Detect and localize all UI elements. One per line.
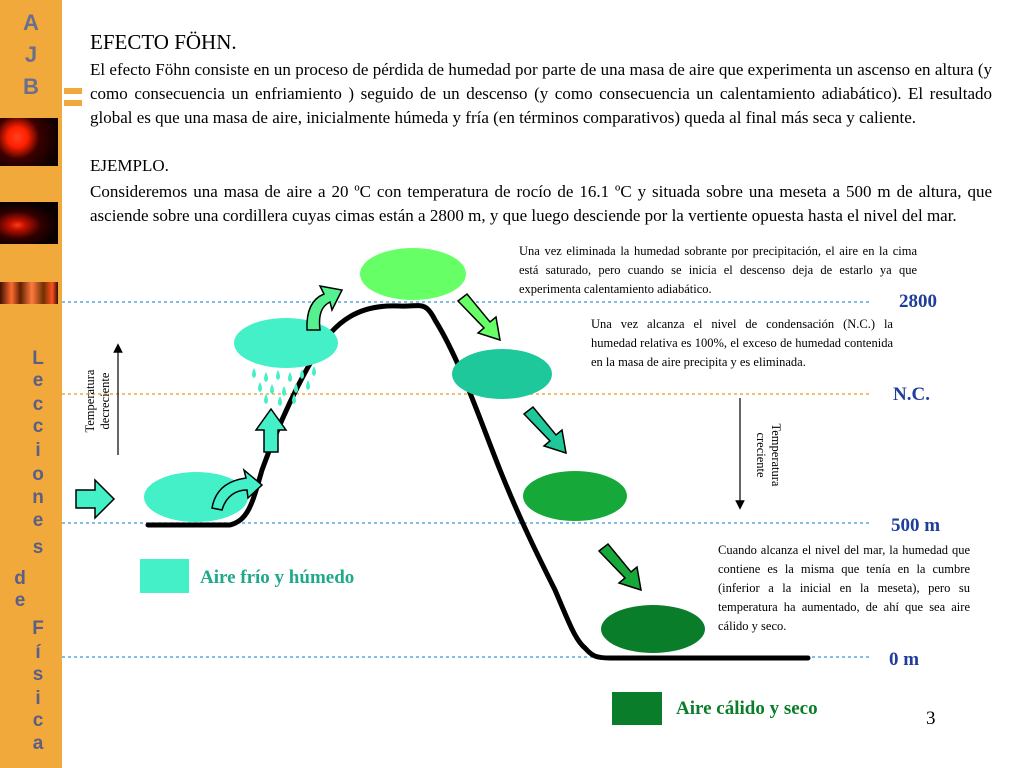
note-condensation: Una vez alcanza el nivel de condensación (N.C.) la humedad relativa es 100%, el exceso de humedad contenida en la masa de aire precipita y es eliminada. (591, 317, 893, 369)
legend-swatch-warm (612, 692, 662, 725)
sidebar-title-letter: i (35, 440, 41, 461)
note-sea-level: Cuando alcanza el nivel del mar, la humedad que contiene es la misma que tenía en la cumbre (inferior a la inicial en la meseta), pero su temperatura ha aumentado, de ahí que sea aire cálido y seco. (718, 543, 970, 633)
page-title: EFECTO FÖHN. (90, 30, 237, 54)
level-label-2800: 2800 (899, 291, 937, 312)
legend-label-cold: Aire frío y húmedo (200, 567, 355, 588)
level-label-condensation: N.C. (893, 384, 930, 405)
label-temperature-decreasing-line2: decreciente (98, 372, 112, 430)
legend-label-warm: Aire cálido y seco (676, 698, 818, 719)
air-mass-plateau (144, 472, 248, 522)
label-temperature-increasing (753, 405, 783, 505)
example-heading: EJEMPLO. (90, 156, 169, 175)
sidebar-title-letter: s (32, 664, 44, 685)
note-summit: Una vez eliminada la humedad sobrante por precipitación, el aire en la cima está saturado, pero cuando se inicia el descenso deja de estarlo ya que experimenta calentamiento adiabático. (519, 244, 917, 296)
logo-letter-b: B (23, 74, 39, 99)
sidebar-title-letter: e (32, 510, 44, 531)
sidebar-title-letter: i (35, 688, 41, 709)
arrow-descent-1 (458, 294, 500, 340)
label-temperature-decreasing-line1: Temperatura (83, 369, 97, 433)
sidebar-title-letter: c (32, 394, 44, 415)
sidebar-title-letter: e (32, 370, 44, 391)
logo-letter-j: J (24, 42, 38, 67)
label-temperature-increasing-line2: creciente (754, 432, 768, 478)
air-mass-condensation (234, 318, 338, 368)
air-mass-descent-lower (523, 471, 627, 521)
level-label-500m: 500 m (891, 515, 941, 536)
sidebar-title-letter: o (32, 464, 44, 485)
air-mass-sea-level (601, 605, 705, 653)
air-mass-descent-upper (452, 349, 552, 399)
sidebar-title-letter: c (32, 416, 44, 437)
air-mass-summit (360, 248, 466, 300)
sidebar-title-letter: s (32, 537, 44, 558)
sidebar-title-letter: n (32, 487, 44, 508)
logo-letter-a: A (23, 10, 39, 35)
label-temperature-increasing-line1: Temperatura (769, 423, 783, 487)
sidebar-title-letter: c (32, 710, 44, 731)
sidebar-title-letter: e (14, 590, 26, 611)
legend-swatch-cold (140, 559, 189, 593)
label-temperature-decreasing (83, 351, 113, 451)
level-label-0m: 0 m (889, 649, 920, 670)
sidebar-title-letter: L (32, 348, 44, 369)
arrow-incoming (76, 480, 114, 518)
arrow-descent-3 (599, 544, 641, 590)
example-paragraph: Consideremos una masa de aire a 20 ºC con temperatura de rocío de 16.1 ºC y situada sobre una meseta a 500 m de altura, que asciende sobre una cordillera cuyas cimas están a 2800 m, y que luego desciende por la vertiente opuesta hasta el nivel del mar. (90, 182, 992, 225)
sidebar-title-letter: í (35, 642, 41, 663)
intro-paragraph: El efecto Föhn consiste en un proceso de pérdida de humedad por parte de una masa de aire que experimenta un ascenso en altura (y como consecuencia un enfriamiento ) seguido de un descenso (y como consecuencia un calentamiento adiabático). El resultado global es que una masa de aire, inicialmente húmeda y fría (en términos comparativos) queda al final más seca y caliente. (90, 60, 992, 127)
arrow-descent-2 (524, 407, 566, 453)
sidebar-title-letter: a (32, 733, 44, 754)
sidebar-title-letter: F (32, 618, 44, 639)
sidebar-title-letter: d (14, 568, 26, 589)
page-number: 3 (926, 708, 936, 729)
